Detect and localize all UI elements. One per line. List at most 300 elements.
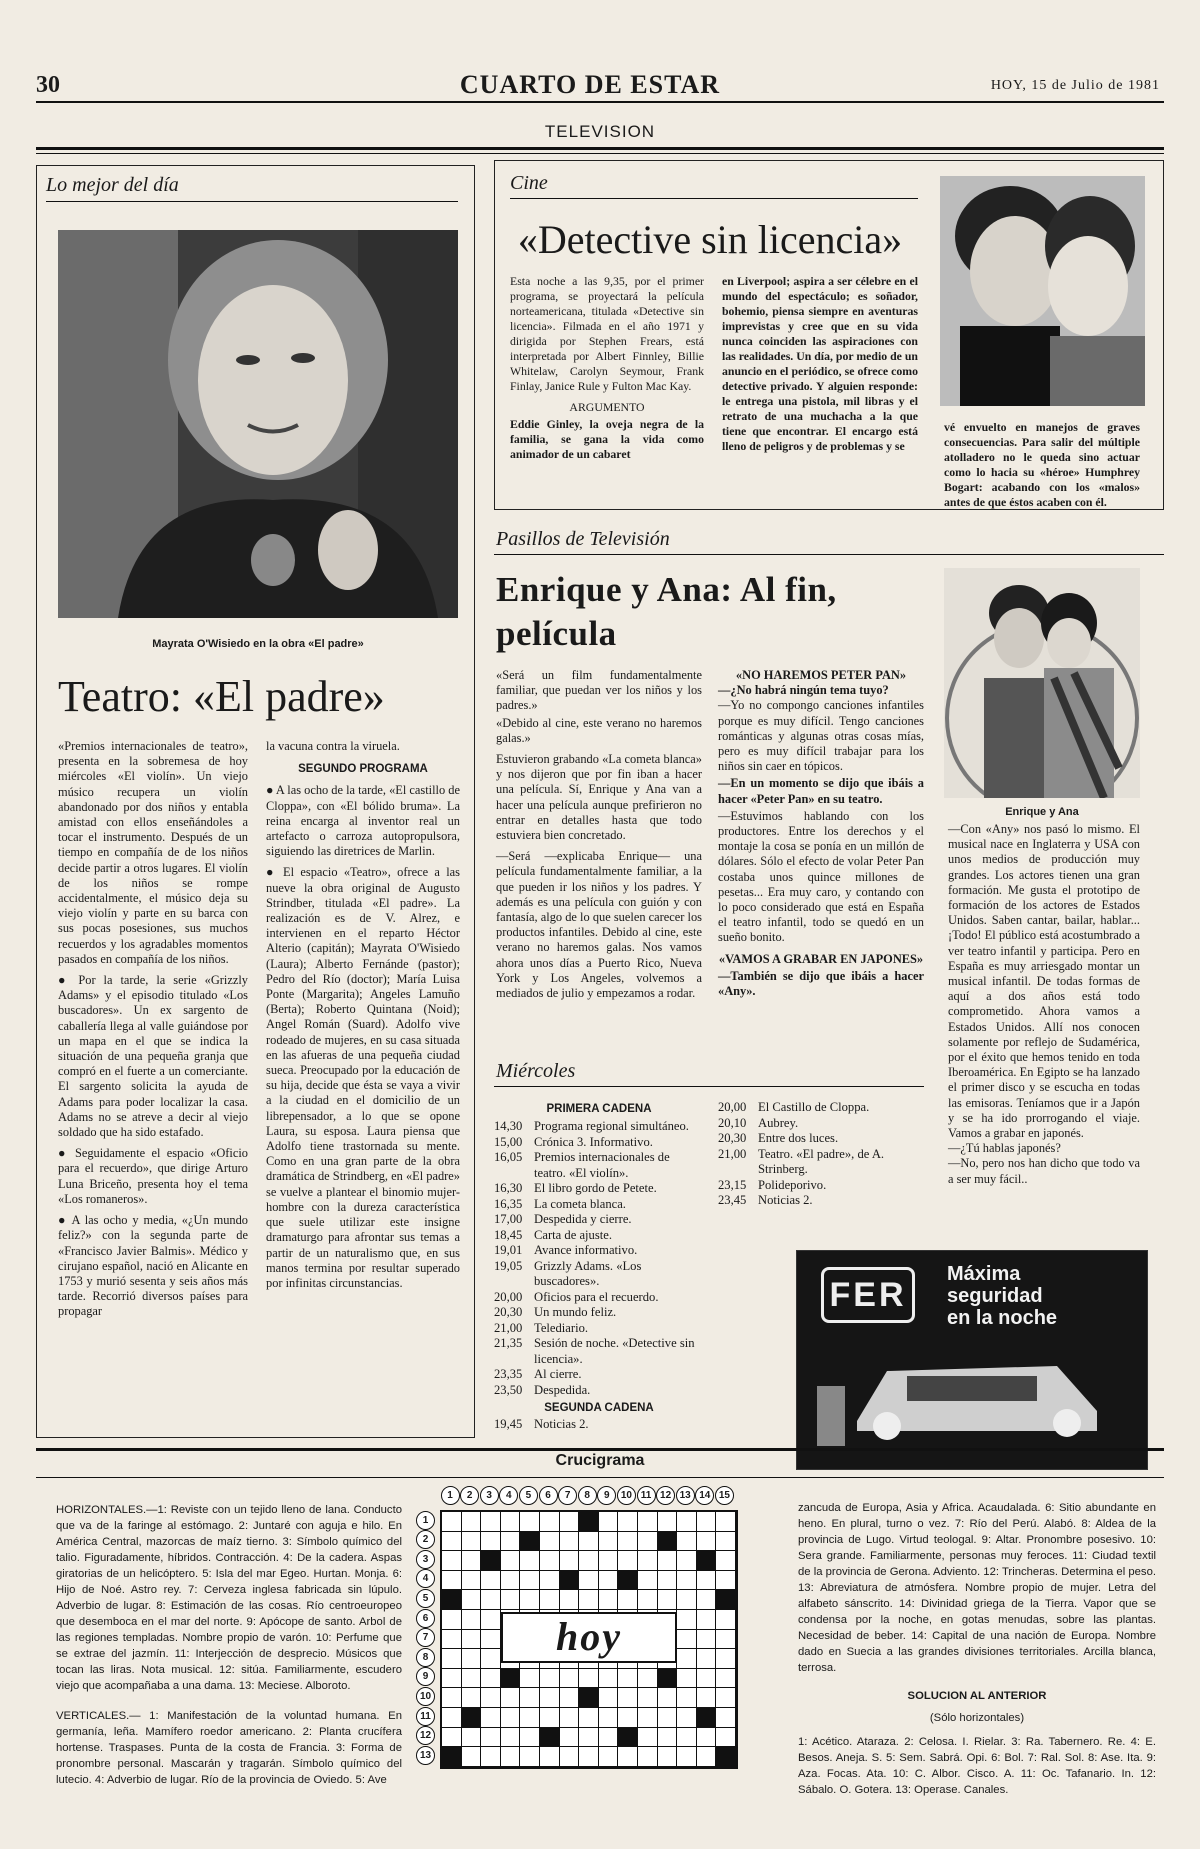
crossword-cell[interactable]: [442, 1551, 462, 1571]
crossword-cell[interactable]: [618, 1532, 638, 1552]
cine-label-rule: [510, 198, 918, 199]
teatro-para-3: ● Seguidamente el espacio «Oficio para el recuerdo», que dirige Arturo Luna Briceño, presenta hoy el tema «Los romaneros».: [58, 1146, 248, 1206]
crossword-cell[interactable]: [697, 1532, 717, 1552]
section-rule-bottom: [36, 153, 1164, 154]
crossword-cell[interactable]: [599, 1512, 619, 1532]
crossword-cell[interactable]: [716, 1532, 736, 1552]
crossword-cell[interactable]: [462, 1551, 482, 1571]
tv-listing-title: El Castillo de Cloppa.: [758, 1100, 870, 1114]
crossword-column-number: 9: [597, 1486, 616, 1505]
mayrata-photo-caption: Mayrata O'Wisiedo en la obra «El padre»: [152, 638, 364, 650]
pasillos-label: Pasillos de Televisión: [496, 528, 670, 550]
crossword-cell[interactable]: [677, 1630, 697, 1650]
crossword-cell[interactable]: [481, 1728, 501, 1748]
teatro-column-2: [266, 739, 460, 1297]
crossword-row-number: 8: [416, 1648, 435, 1667]
tv-listing-item: [494, 1135, 704, 1151]
tv-listing-time: 14,30: [494, 1119, 523, 1133]
crossword-cell[interactable]: [618, 1571, 638, 1591]
crossword-cell[interactable]: [560, 1747, 580, 1767]
tv-listing-item: [494, 1259, 704, 1290]
car-headlights-illustration: [817, 1331, 1127, 1451]
crossword-row-number: 13: [416, 1746, 435, 1765]
crossword-cell[interactable]: [716, 1571, 736, 1591]
crossword-cell[interactable]: [658, 1728, 678, 1748]
crossword-cell[interactable]: [579, 1669, 599, 1689]
tv-listing-item: [718, 1178, 926, 1194]
crossword-cell[interactable]: [638, 1551, 658, 1571]
crossword-cell[interactable]: [599, 1571, 619, 1591]
crossword-cell[interactable]: [560, 1571, 580, 1591]
crossword-cell[interactable]: [618, 1728, 638, 1748]
crossword-cell[interactable]: [579, 1728, 599, 1748]
tv-listing-item: [494, 1336, 704, 1367]
crossword-cell[interactable]: [481, 1630, 501, 1650]
crossword-cell[interactable]: [677, 1610, 697, 1630]
section-name: TELEVISION: [544, 122, 656, 141]
crossword-cell[interactable]: [677, 1512, 697, 1532]
lo-mejor-label: Lo mejor del día: [46, 174, 179, 196]
crossword-row-number: 2: [416, 1530, 435, 1549]
crossword-cell[interactable]: [638, 1728, 658, 1748]
crossword-cell[interactable]: [677, 1551, 697, 1571]
crossword-cell[interactable]: [481, 1571, 501, 1591]
hoy-logo: hoy: [501, 1612, 677, 1663]
crossword-cell[interactable]: [716, 1590, 736, 1610]
crossword-cell[interactable]: [540, 1571, 560, 1591]
crossword-cell[interactable]: [501, 1571, 521, 1591]
crossword-cell[interactable]: [697, 1728, 717, 1748]
crossword-cell[interactable]: [658, 1688, 678, 1708]
tv-listing-title: Un mundo feliz.: [534, 1305, 617, 1319]
tv-listing-time: 21,35: [494, 1336, 523, 1350]
crossword-cell[interactable]: [618, 1747, 638, 1767]
tv-listing-title: La cometa blanca.: [534, 1196, 626, 1211]
crossword-cell[interactable]: [599, 1747, 619, 1767]
verticales-continued-text: zancuda de Europa, Asia y Africa. Acaudalada. 6: Sitio abundante en heno. En plural, turno o vez. 7: Río del Perú. Alabó. 8: Aldea de la provincia de Lugo. Virtud teologal. 9: Altar. Pronombre posesivo. 10: Sera grande. Familiarmente, personas muy feroces. 11: Ciudad textil de la provincia de Gerona. Adviento. 12: Trincheras. Determina el peso. 13: Abreviatura de atmósfera. Nombre propio de mujer. Letra del alfabeto sánscrito. 14: Divinidad griega de la Tierra. Vapor que se condensa por la noche, en gotas menudas, sobre las plantas. Necesidad de beber. 14: Capital de una nación de Europa. Nombre dado en Suecia a las grandes divisiones territoriales. Arcilla blanca, terrosa.: [798, 1502, 1156, 1674]
tv-listing-item: [718, 1100, 926, 1116]
crossword-cell[interactable]: [462, 1688, 482, 1708]
crossword-cell[interactable]: [579, 1512, 599, 1532]
crossword-cell[interactable]: [560, 1590, 580, 1610]
crossword-cell[interactable]: [520, 1747, 540, 1767]
crossword-cell[interactable]: [501, 1590, 521, 1610]
crossword-cell[interactable]: [716, 1649, 736, 1669]
crossword-cell[interactable]: [658, 1571, 678, 1591]
crossword-cell[interactable]: [520, 1571, 540, 1591]
crossword-column-number: 11: [637, 1486, 656, 1505]
tv-listing-time: 17,00: [494, 1212, 523, 1226]
crossword-cell[interactable]: [677, 1571, 697, 1591]
tv-listing-time: 16,30: [494, 1181, 523, 1195]
tv-listing-title: El libro gordo de Petete.: [534, 1181, 657, 1195]
tv-listing-title: Carta de ajuste.: [534, 1227, 612, 1242]
tv-listing-title: Noticias 2.: [758, 1193, 813, 1207]
crossword-cell[interactable]: [618, 1512, 638, 1532]
crossword-cell[interactable]: [481, 1708, 501, 1728]
crossword-cell[interactable]: [481, 1747, 501, 1767]
crossword-cell[interactable]: [560, 1669, 580, 1689]
cine-label: Cine: [510, 172, 548, 194]
crossword-cell[interactable]: [599, 1708, 619, 1728]
crossword-cell[interactable]: [658, 1532, 678, 1552]
crossword-cell[interactable]: [697, 1551, 717, 1571]
tv-listing-time: 20,30: [494, 1305, 523, 1319]
crossword-cell[interactable]: [442, 1708, 462, 1728]
miercoles-label: Miércoles: [496, 1060, 576, 1082]
crossword-cell[interactable]: [716, 1747, 736, 1767]
crossword-cell[interactable]: [462, 1590, 482, 1610]
crossword-cell[interactable]: [442, 1532, 462, 1552]
header-rule: [36, 101, 1164, 103]
crossword-cell[interactable]: [501, 1747, 521, 1767]
crossword-cell[interactable]: [442, 1728, 462, 1748]
crossword-cell[interactable]: [658, 1512, 678, 1532]
crossword-row-number: 5: [416, 1589, 435, 1608]
crossword-cell[interactable]: [540, 1551, 560, 1571]
tv-listing-time: 23,35: [494, 1367, 523, 1381]
teatro-headline: Teatro: «El padre»: [58, 672, 385, 721]
crossword-cell[interactable]: [540, 1512, 560, 1532]
crossword-cell[interactable]: [697, 1649, 717, 1669]
crossword-cell[interactable]: [618, 1708, 638, 1728]
crossword-cell[interactable]: [501, 1512, 521, 1532]
crossword-cell[interactable]: [481, 1512, 501, 1532]
crossword-cell[interactable]: [462, 1512, 482, 1532]
crossword-cell[interactable]: [716, 1630, 736, 1650]
tv-listing-time: 20,00: [718, 1100, 747, 1114]
crossword-cell[interactable]: [442, 1630, 462, 1650]
crossword-cell[interactable]: [560, 1551, 580, 1571]
tv-listing-title: Despedida y cierre.: [534, 1212, 632, 1226]
crossword-cell[interactable]: [540, 1669, 560, 1689]
fer-headline-line-2: seguridad: [947, 1285, 1043, 1307]
fer-headline-line-1: Máxima: [947, 1263, 1021, 1285]
crossword-cell[interactable]: [677, 1688, 697, 1708]
crossword-cell[interactable]: [560, 1708, 580, 1728]
tv-listing-time: 15,00: [494, 1134, 523, 1149]
crossword-cell[interactable]: [618, 1669, 638, 1689]
tv-listing-item: [718, 1193, 926, 1209]
crossword-cell[interactable]: [697, 1688, 717, 1708]
crossword-cell[interactable]: [638, 1590, 658, 1610]
crossword-cell[interactable]: [599, 1551, 619, 1571]
tv-listing-item: [494, 1383, 704, 1399]
tv-listing-title: Programa regional simultáneo.: [534, 1119, 689, 1133]
crossword-cell[interactable]: [658, 1590, 678, 1610]
crossword-column-number: 13: [676, 1486, 695, 1505]
crossword-cell[interactable]: [618, 1551, 638, 1571]
crossword-cell[interactable]: [579, 1590, 599, 1610]
crossword-cell[interactable]: [520, 1688, 540, 1708]
miercoles-label-rule: [494, 1086, 924, 1087]
tv-listing-time: 16,05: [494, 1150, 523, 1164]
tv-listing-time: 23,15: [718, 1177, 747, 1192]
crossword-cell[interactable]: [638, 1532, 658, 1552]
crossword-cell[interactable]: [716, 1610, 736, 1630]
crossword-row-number: 9: [416, 1667, 435, 1686]
crossword-cell[interactable]: [599, 1669, 619, 1689]
crossword-cell[interactable]: [442, 1571, 462, 1591]
crucigrama-title: Crucigrama: [520, 1452, 680, 1470]
tv-listing-item: [494, 1321, 704, 1337]
crossword-cell[interactable]: [540, 1708, 560, 1728]
crossword-cell[interactable]: [540, 1747, 560, 1767]
crossword-row-number: 12: [416, 1726, 435, 1745]
tv-listing-title: Grizzly Adams. «Los buscadores».: [534, 1258, 642, 1288]
crossword-column-number: 15: [715, 1486, 734, 1505]
teatro-para-2: ● Por la tarde, la serie «Grizzly Adams» y el episodio titulado «Los buscadores». Un ex sargento de caballería llega al valle guiándose por un mapa en el que se indica la situación de una pequeña granja que compró en el fuerte a un comerciante. El sargento solicita la ayuda de Adams para poder localizar la casa. Adams no se atreve a decir al viejo soldado que ha sido estafado.: [58, 973, 248, 1140]
crossword-cell[interactable]: [579, 1708, 599, 1728]
page-title: CUARTO DE ESTAR: [459, 70, 721, 99]
crossword-cell[interactable]: [540, 1728, 560, 1748]
crossword-cell[interactable]: [599, 1590, 619, 1610]
crossword-cell[interactable]: [540, 1688, 560, 1708]
crossword-cell[interactable]: [638, 1669, 658, 1689]
tv-listing-title: Noticias 2.: [534, 1417, 589, 1431]
crossword-cell[interactable]: [677, 1532, 697, 1552]
crossword-cell[interactable]: [481, 1551, 501, 1571]
crossword-cell[interactable]: [697, 1708, 717, 1728]
crossword-cell[interactable]: [677, 1728, 697, 1748]
teatro-col2-intro: la vacuna contra la viruela.: [266, 739, 400, 753]
crossword-cell[interactable]: [540, 1590, 560, 1610]
fer-headline-line-3: en la noche: [947, 1307, 1058, 1329]
teatro-column-1: [58, 739, 248, 1326]
crossword-cell[interactable]: [520, 1551, 540, 1571]
crossword-column-number: 5: [519, 1486, 538, 1505]
solucion-subheading: (Sólo horizontales): [929, 1712, 1025, 1724]
crossword-row-number: 6: [416, 1609, 435, 1628]
crossword-cell[interactable]: [579, 1551, 599, 1571]
tv-listing-item: [494, 1367, 704, 1383]
crossword-cell[interactable]: [442, 1669, 462, 1689]
crossword-row-number: 3: [416, 1550, 435, 1569]
crossword-cell[interactable]: [658, 1747, 678, 1767]
crossword-column-number: 1: [441, 1486, 460, 1505]
crossword-cell[interactable]: [618, 1688, 638, 1708]
crossword-cell[interactable]: [462, 1669, 482, 1689]
crossword-cell[interactable]: [481, 1532, 501, 1552]
crossword-cell[interactable]: [442, 1747, 462, 1767]
crossword-cell[interactable]: [560, 1512, 580, 1532]
pasillos-a2: —Estuvimos hablando con los productores. Entre los derechos y el montaje la cosa se ponía en un millón de dólares. Sólo el efecto de volar Peter Pan costaba unos quince millones de pesetas... Era muy caro, y contando con lo poco considerado que está en España el teatro infantil, todo se quedó en un sueño bonito.: [718, 808, 924, 945]
tv-listing-item: [494, 1197, 704, 1213]
tv-listing-title: Premios internacionales de teatro. «El violín».: [534, 1150, 670, 1180]
teatro-col2-para-1: ● A las ocho de la tarde, «El castillo de Cloppa», con «El bólido bruma». La reina encarga al inventor real un artefacto o carroza autopropulsora, siguiendo las diretrices de Marlin.: [266, 783, 460, 859]
cine-column-3: [944, 420, 1140, 516]
pasillos-para-1: Estuvieron grabando «La cometa blanca» y nos dijeron que por fin iban a hacer una película. Sí, Enrique y Ana van a hacer una película aunque prefirieron no entrar en detalles hasta que todo estuviera bien concretado.: [496, 752, 702, 843]
pasillos-column-1: [496, 668, 702, 1007]
crossword-cell[interactable]: [716, 1728, 736, 1748]
primera-cadena-heading: PRIMERA CADENA: [546, 1103, 652, 1115]
crossword-cell[interactable]: [579, 1532, 599, 1552]
crossword-cell[interactable]: [481, 1610, 501, 1630]
teatro-col2-para-2: ● El espacio «Teatro», ofrece a las nueve la obra original de Augusto Strindber, titulada «El padre». La realización es de V. Alrez, e intervienen en el reparto Héctor Alterio (capitán); Mayrata O'Wisiedo (Laura); Alberto Fernánde (pastor); Pedro del Río (doctor); María Luisa Ponte (Margarita); Angeles Lamuño (Berta); Roberto Quintana (Noid); Angel Román (Suard). Adolfo vive rodeado de mujeres, en su casa situada en las afueras de una pequeña ciudad sueca. Preocupado por la educación de su hija, decide que ésta se vaya a vivir a la ciudad en el domicilio de un librepensador, a lo que se opone Laura, su esposa. Laura piensa que Adolfo tiene trastornada su mente. Como en una gran parte de la obra dramática de Strindberg, en «El padre» se vuelve a plantear el binomio mujer-hombre con la dureza característica que suele utilizar este insigne dramaturgo para afrontar sus temas a partir de un naturalismo que, en sus manos termina por resultar superado por infinitas circunstancias.: [266, 865, 460, 1290]
crossword-cell[interactable]: [442, 1649, 462, 1669]
crossword-cell[interactable]: [462, 1728, 482, 1748]
cine-intro: Esta noche a las 9,35, por el primer programa, se proyectará la película norteamericana, titulada «Detective sin licencia». Filmada en el año 1971 y dirigida por Stephen Frears, está interpretada por Albert Finnley, Billie Whitelaw, Carolyn Seymour, Frank Finlay, Janice Rule y Fulton Mac Kay.: [510, 274, 704, 393]
crossword-cell[interactable]: [677, 1649, 697, 1669]
crossword-cell[interactable]: [579, 1747, 599, 1767]
crossword-cell[interactable]: [599, 1728, 619, 1748]
crossword-cell[interactable]: [520, 1728, 540, 1748]
crossword-cell[interactable]: [677, 1747, 697, 1767]
tv-listing-item: [494, 1417, 704, 1433]
pasillos-headline: Enrique y Ana: Al fin, película: [496, 570, 837, 653]
pasillos-a4: —No, pero nos han dicho que todo va a ser muy fácil..: [948, 1156, 1140, 1186]
crossword-row-number: 4: [416, 1569, 435, 1588]
crossword-cell[interactable]: [638, 1571, 658, 1591]
cine-column-1: [510, 274, 704, 468]
crossword-cell[interactable]: [462, 1630, 482, 1650]
crossword-cell[interactable]: [697, 1512, 717, 1532]
pasillos-para-2: —Será —explicaba Enrique— una película fundamentalmente familiar, a la que pueden ir los niños y los padres. Y además es una película con guión y con fantasía, algo de lo que suelen carecer los productos infantiles. Debido al cine, este verano no haremos galas. Nos vamos ahora unos días a Puerto Rico, Nueva York y Los Angeles, volvemos a mediados de julio y empezamos a rodar.: [496, 849, 702, 1001]
crossword-cell[interactable]: [481, 1649, 501, 1669]
crucigrama-rule-bottom: [36, 1477, 1164, 1478]
crossword-cell[interactable]: [520, 1590, 540, 1610]
crossword-cell[interactable]: [501, 1669, 521, 1689]
crossword-cell[interactable]: [481, 1590, 501, 1610]
verticales-text: VERTICALES.— 1: Manifestación de la voluntad humana. En germanía, leña. Mamífero roedor americano. 2: Planta crucífera hortense. Traspases. Punta de la costa de Francia. 3: Forma de pronombre personal. Mascarán y tragarán. Símbolo químico del lutecio. 4: Adverbio de lugar. Río de la provincia de Oviedo. 5: Ave: [56, 1710, 402, 1786]
section-rule-top: [36, 147, 1164, 150]
tv-listing-item: [494, 1150, 704, 1181]
tv-listing-item: [494, 1228, 704, 1244]
crossword-cell[interactable]: [599, 1688, 619, 1708]
crossword-column-number: 2: [460, 1486, 479, 1505]
pasillos-a1: —Yo no compongo canciones infantiles porque es muy difícil. Tengo canciones románticas y algunas otras cosas mías, pero es muy difícil trabajar para los niños sin caer en tópicos.: [718, 698, 924, 774]
horizontales-clues: [56, 1502, 402, 1794]
pasillos-column-2: [718, 668, 924, 1005]
crossword-cell[interactable]: [442, 1512, 462, 1532]
primera-cadena-list: [494, 1119, 704, 1398]
japones-heading: «VAMOS A GRABAR EN JAPONES»: [718, 951, 924, 966]
crossword-cell[interactable]: [462, 1747, 482, 1767]
crossword-cell[interactable]: [658, 1669, 678, 1689]
tv-listing-item: [494, 1181, 704, 1197]
crossword-cell[interactable]: [658, 1551, 678, 1571]
tv-listing-time: 21,00: [494, 1320, 523, 1335]
crossword-cell[interactable]: [462, 1708, 482, 1728]
crossword-column-number: 12: [656, 1486, 675, 1505]
tv-listing-time: 23,45: [718, 1193, 747, 1207]
crossword-cell[interactable]: [697, 1610, 717, 1630]
crossword-cell[interactable]: [462, 1649, 482, 1669]
crossword-cell[interactable]: [442, 1590, 462, 1610]
tv-listing-time: 20,00: [494, 1289, 523, 1304]
crossword-cell[interactable]: [501, 1688, 521, 1708]
tv-listing-item: [718, 1131, 926, 1147]
crossword-cell[interactable]: [638, 1747, 658, 1767]
horizontales-text: HORIZONTALES.—1: Reviste con un tejido lleno de lana. Conducto que va de la faringe al estómago. 2: Juntaré con aguja e hilo. En América Central, mazorcas de maíz tierno. 3: Símbolo químico del talio. Figuradamente, híbridos. Contracción. 4: De la cadera. Aspas giratorias de un helicóptero. 5: Isla del mar Egeo. Hurtan. Monja. 6: Hijo de Noé. Astro rey. 7: Cerveza inglesa fabricada sin lúpulo. Adverbio de lugar. 8: Estimación de las cosas. Río centroeuropeo que desemboca en el mar del norte. 9: Apócope de santo. Arbol de las regiones templadas. Nombre propio de varón. 10: Perfume que se extrae del jazmín. 11: Interjección de desprecio. Músicos que tocan las liras. Nota musical. 12: sitúa. Familiarmente, escudero viejo que acompañaba a una dama. 13: Meciese. Alboroto.: [56, 1504, 402, 1692]
crossword-cell[interactable]: [501, 1532, 521, 1552]
tv-listing-title: Avance informativo.: [534, 1243, 638, 1257]
crossword-row-number: 10: [416, 1687, 435, 1706]
enrique-ana-photo-illustration: [944, 568, 1140, 798]
crossword-cell[interactable]: [716, 1708, 736, 1728]
mayrata-photo-illustration: [58, 230, 458, 618]
crossword-cell[interactable]: [520, 1669, 540, 1689]
crossword-cell[interactable]: [677, 1590, 697, 1610]
crossword-cell[interactable]: [560, 1688, 580, 1708]
crossword-cell[interactable]: [501, 1708, 521, 1728]
crossword-cell[interactable]: [481, 1688, 501, 1708]
pasillos-quote-1: «Será un film fundamentalmente familiar, que puedan ver los niños y los padres.»: [496, 668, 702, 713]
crossword-cell[interactable]: [462, 1610, 482, 1630]
crossword-cell[interactable]: [697, 1747, 717, 1767]
tv-listing-time: 23,50: [494, 1382, 523, 1397]
crossword-cell[interactable]: [520, 1708, 540, 1728]
crossword-cell[interactable]: [540, 1532, 560, 1552]
teatro-para-4: ● A las ocho y media, «¿Un mundo feliz?» con la segunda parte de «Francisco Javier Balmis». Médico y cirujano español, nació en Alicante en 1753 y murió sesenta y seis años más tarde. Recorrió diversos países para propagar: [58, 1213, 248, 1319]
crossword-cell[interactable]: [677, 1669, 697, 1689]
page-number: 30: [36, 72, 60, 98]
cine-argumento-continued: en Liverpool; aspira a ser célebre en el mundo del espectáculo; es soñador, bohemio, piensa siempre en aventuras imprevistas y cree que en su vida nunca coinciden las aspiraciones con las realidades. Un día, por medio de un anuncio en el periódico, se ofrece como detective privado. Y alguien responde: le entrega una pistola, mil libras y el retrato de una muchacha a la que tiene que encontrar. El encargo está lleno de peligros y de problemas y se: [722, 274, 918, 453]
crossword-cell[interactable]: [501, 1728, 521, 1748]
crossword-column-number: 6: [539, 1486, 558, 1505]
crossword-cell[interactable]: [697, 1669, 717, 1689]
tv-listing-title: Crónica 3. Informativo.: [534, 1134, 653, 1149]
crossword-cell[interactable]: [442, 1688, 462, 1708]
crossword-cell[interactable]: [697, 1571, 717, 1591]
crossword-cell[interactable]: [638, 1688, 658, 1708]
crossword-cell[interactable]: [579, 1688, 599, 1708]
crossword-cell[interactable]: [520, 1532, 540, 1552]
solucion-text: 1: Acético. Ataraza. 2: Celosa. I. Rielar. 3: Ra. Tabernero. Re. 4: E. Besos. Aneja. S. 5: Sem. Sabrá. Opi. 6: Bol. 7: Ral. Sol. 8: Ase. Ita. 9: Aza. Focas. Ata. 10: C. Albor. Cisco. A. 11: Oc. Tafanario. In. 12: Sábalo. O. Gotera. 13: Operase. Canales.: [798, 1736, 1156, 1796]
tv-listing-title: Entre dos luces.: [758, 1131, 839, 1145]
crossword-cell[interactable]: [716, 1551, 736, 1571]
tv-listing-title: Despedida.: [534, 1382, 591, 1397]
crossword-row-number: 1: [416, 1511, 435, 1530]
crossword-cell[interactable]: [501, 1551, 521, 1571]
crossword-cell[interactable]: [677, 1708, 697, 1728]
tv-listing-time: 19,05: [494, 1258, 523, 1273]
crossword-cell[interactable]: [462, 1532, 482, 1552]
crossword-cell[interactable]: [697, 1630, 717, 1650]
detective-photo: [940, 176, 1145, 406]
argumento-heading: ARGUMENTO: [569, 400, 645, 414]
crossword-cell[interactable]: [638, 1708, 658, 1728]
crossword-cell[interactable]: [599, 1532, 619, 1552]
tv-listing-time: 19,01: [494, 1243, 523, 1257]
crossword-cell[interactable]: [658, 1708, 678, 1728]
crossword-cell[interactable]: [716, 1669, 736, 1689]
crossword-cell[interactable]: [716, 1512, 736, 1532]
pasillos-quote-2: «Debido al cine, este verano no haremos galas.»: [496, 715, 702, 745]
pasillos-q2: —En un momento se dijo que ibáis a hacer «Peter Pan» en su teatro.: [718, 776, 924, 806]
crossword-cell[interactable]: [716, 1688, 736, 1708]
tv-listing-time: 18,45: [494, 1227, 523, 1242]
pasillos-q4: —¿Tú hablas japonés?: [948, 1141, 1061, 1156]
crossword-cell[interactable]: [442, 1610, 462, 1630]
crossword-cell[interactable]: [481, 1669, 501, 1689]
crossword-cell[interactable]: [520, 1512, 540, 1532]
cine-argumento-end: vé envuelto en manejos de graves consecuencias. Para salir del múltiple atolladero no le queda sino actuar como lo hacia su «héroe» Humphrey Bogart: acabando con los «malos» antes de que éstos acaben con él.: [944, 420, 1140, 509]
tv-listing-title: Teatro. «El padre», de A. Strinberg.: [758, 1146, 885, 1176]
crossword-cell[interactable]: [462, 1571, 482, 1591]
crossword-cell[interactable]: [697, 1590, 717, 1610]
crossword-cell[interactable]: [618, 1590, 638, 1610]
crossword-cell[interactable]: [638, 1512, 658, 1532]
pasillos-column-3: [948, 822, 1140, 1193]
crossword-cell[interactable]: [579, 1571, 599, 1591]
peter-pan-heading: «NO HAREMOS PETER PAN»: [735, 668, 907, 682]
lo-mejor-label-rule: [46, 201, 458, 202]
crossword-column-number: 4: [499, 1486, 518, 1505]
segundo-programa-heading: SEGUNDO PROGRAMA: [298, 763, 428, 776]
crossword-cell[interactable]: [560, 1532, 580, 1552]
crossword-cell[interactable]: [560, 1728, 580, 1748]
